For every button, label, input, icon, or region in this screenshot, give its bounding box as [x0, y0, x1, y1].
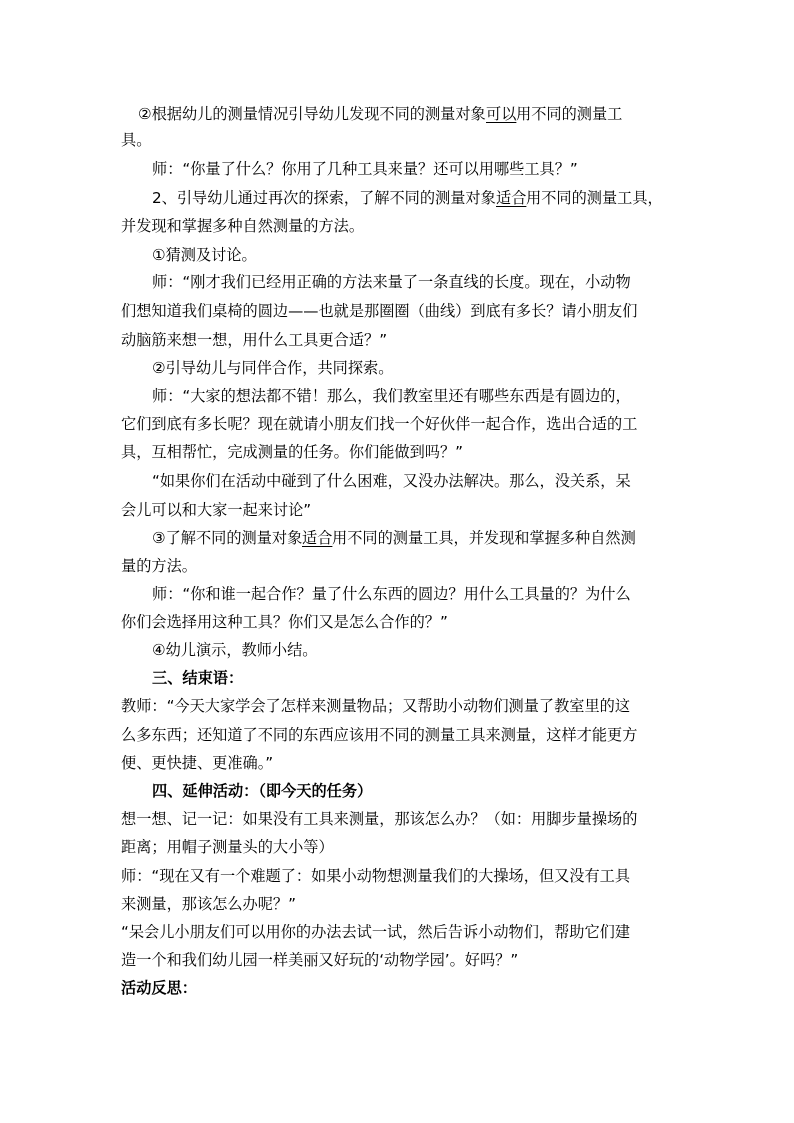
- text-segment: 动脑筋来想一想，用什么工具更合适？”: [121, 331, 388, 349]
- text-segment: ①猜测及讨论。: [152, 246, 257, 264]
- text-segment: 具。: [121, 131, 152, 149]
- paragraph-line: [0, 354, 794, 382]
- text-segment: ③了解不同的测量对象: [152, 529, 303, 547]
- paragraph-line: [0, 496, 794, 524]
- paragraph-line: [0, 297, 794, 325]
- paragraph-line: [0, 890, 794, 918]
- text-segment: 用不同的测量工具，并发现和掌握多种自然测: [332, 529, 636, 547]
- text-segment: 会儿可以和大家一起来讨论”: [121, 501, 312, 519]
- text-segment: “呆会儿小朋友们可以用你的办法去试一试，然后告诉小动物们，帮助它们建: [121, 923, 631, 941]
- paragraph-line: [0, 326, 794, 354]
- text-segment: 教师：“今天大家学会了怎样来测量物品；又帮助小动物们测量了教室里的这: [121, 697, 631, 715]
- text-segment: 来测量，那该怎么办呢？”: [121, 895, 296, 913]
- paragraph-line: [0, 580, 794, 608]
- text-segment: 便、更快捷、更准确。”: [121, 754, 274, 772]
- text-segment: 造一个和我们幼儿园一样美丽又好玩的‘动物学园’。好吗？”: [121, 951, 519, 969]
- text-segment: 具，互相帮忙，完成测量的任务。你们能做到吗？”: [121, 443, 463, 461]
- paragraph-line: [0, 212, 794, 240]
- paragraph-line: [0, 805, 794, 833]
- paragraph-line: [0, 382, 794, 410]
- paragraph-line: [0, 524, 794, 552]
- paragraph-line: [0, 552, 794, 580]
- section-heading: [0, 974, 794, 1002]
- underlined-text: 适合: [302, 529, 333, 547]
- text-segment: 你们会选择用这种工具？你们又是怎么合作的？”: [121, 613, 448, 631]
- text-segment: 么多东西；还知道了不同的东西应该用不同的测量工具来测量，这样才能更方: [121, 726, 638, 744]
- text-segment: 想一想、记一记：如果没有工具来测量，那该怎么办？（如：用脚步量操场的: [121, 810, 638, 828]
- text-segment: 师：“现在又有一个难题了：如果小动物想测量我们的大操场，但又没有工具: [121, 867, 631, 885]
- text-segment: 师：“你和谁一起合作？量了什么东西的圆边？用什么工具量的？为什么: [152, 585, 631, 603]
- paragraph-line: [0, 241, 794, 269]
- heading-text: 活动反思：: [121, 979, 197, 997]
- paragraph-line: [0, 862, 794, 890]
- text-segment: 师：“你量了什么？你用了几种工具来量？还可以用哪些工具？”: [152, 160, 578, 178]
- paragraph-line: [0, 946, 794, 974]
- paragraph-line: [0, 410, 794, 438]
- text-segment: 用不同的测量工具，: [526, 189, 663, 207]
- section-heading: [0, 664, 794, 692]
- paragraph-line: [0, 636, 794, 664]
- paragraph-line: [0, 467, 794, 495]
- underlined-text: 可以: [486, 105, 517, 123]
- text-segment: ②引导幼儿与同伴合作，共同探索。: [152, 359, 394, 377]
- paragraph-line: [0, 155, 794, 183]
- paragraph-line: [0, 438, 794, 466]
- text-segment: 师：“大家的想法都不错！那么，我们教室里还有哪些东西是有圆边的，: [152, 387, 631, 405]
- paragraph-line: [0, 184, 794, 212]
- paragraph-line: [0, 100, 794, 128]
- text-segment: “如果你们在活动中碰到了什么困难，又没办法解决。那么，没关系，呆: [152, 472, 631, 490]
- text-segment: 用不同的测量工: [516, 105, 623, 123]
- paragraph-line: [0, 126, 794, 154]
- text-segment: 它们到底有多长呢？现在就请小朋友们找一个好伙伴一起合作，选出合适的工: [121, 415, 638, 433]
- underlined-text: 适合: [496, 189, 527, 207]
- paragraph-line: [0, 692, 794, 720]
- text-segment: 距离；用帽子测量头的大小等）: [121, 838, 334, 856]
- text-segment: 量的方法。: [121, 557, 197, 575]
- text-segment: 并发现和掌握多种自然测量的方法。: [121, 217, 364, 235]
- text-segment: 们想知道我们桌椅的圆边——也就是那圈圈（曲线）到底有多长？请小朋友们: [121, 302, 638, 320]
- heading-text: 四、延伸活动：（即今天的任务）: [152, 782, 373, 800]
- text-segment: ②根据幼儿的测量情况引导幼儿发现不同的测量对象: [138, 105, 486, 123]
- paragraph-line: [0, 833, 794, 861]
- paragraph-line: [0, 268, 794, 296]
- paragraph-line: [0, 749, 794, 777]
- text-segment: 2、引导幼儿通过再次的探索，了解不同的测量对象: [152, 189, 496, 207]
- paragraph-line: [0, 721, 794, 749]
- text-segment: ④幼儿演示，教师小结。: [152, 641, 318, 659]
- heading-text: 三、结束语：: [152, 669, 244, 687]
- text-segment: 师：“刚才我们已经用正确的方法来量了一条直线的长度。现在，小动物: [152, 273, 631, 291]
- paragraph-line: [0, 918, 794, 946]
- section-heading: [0, 777, 794, 805]
- paragraph-line: [0, 608, 794, 636]
